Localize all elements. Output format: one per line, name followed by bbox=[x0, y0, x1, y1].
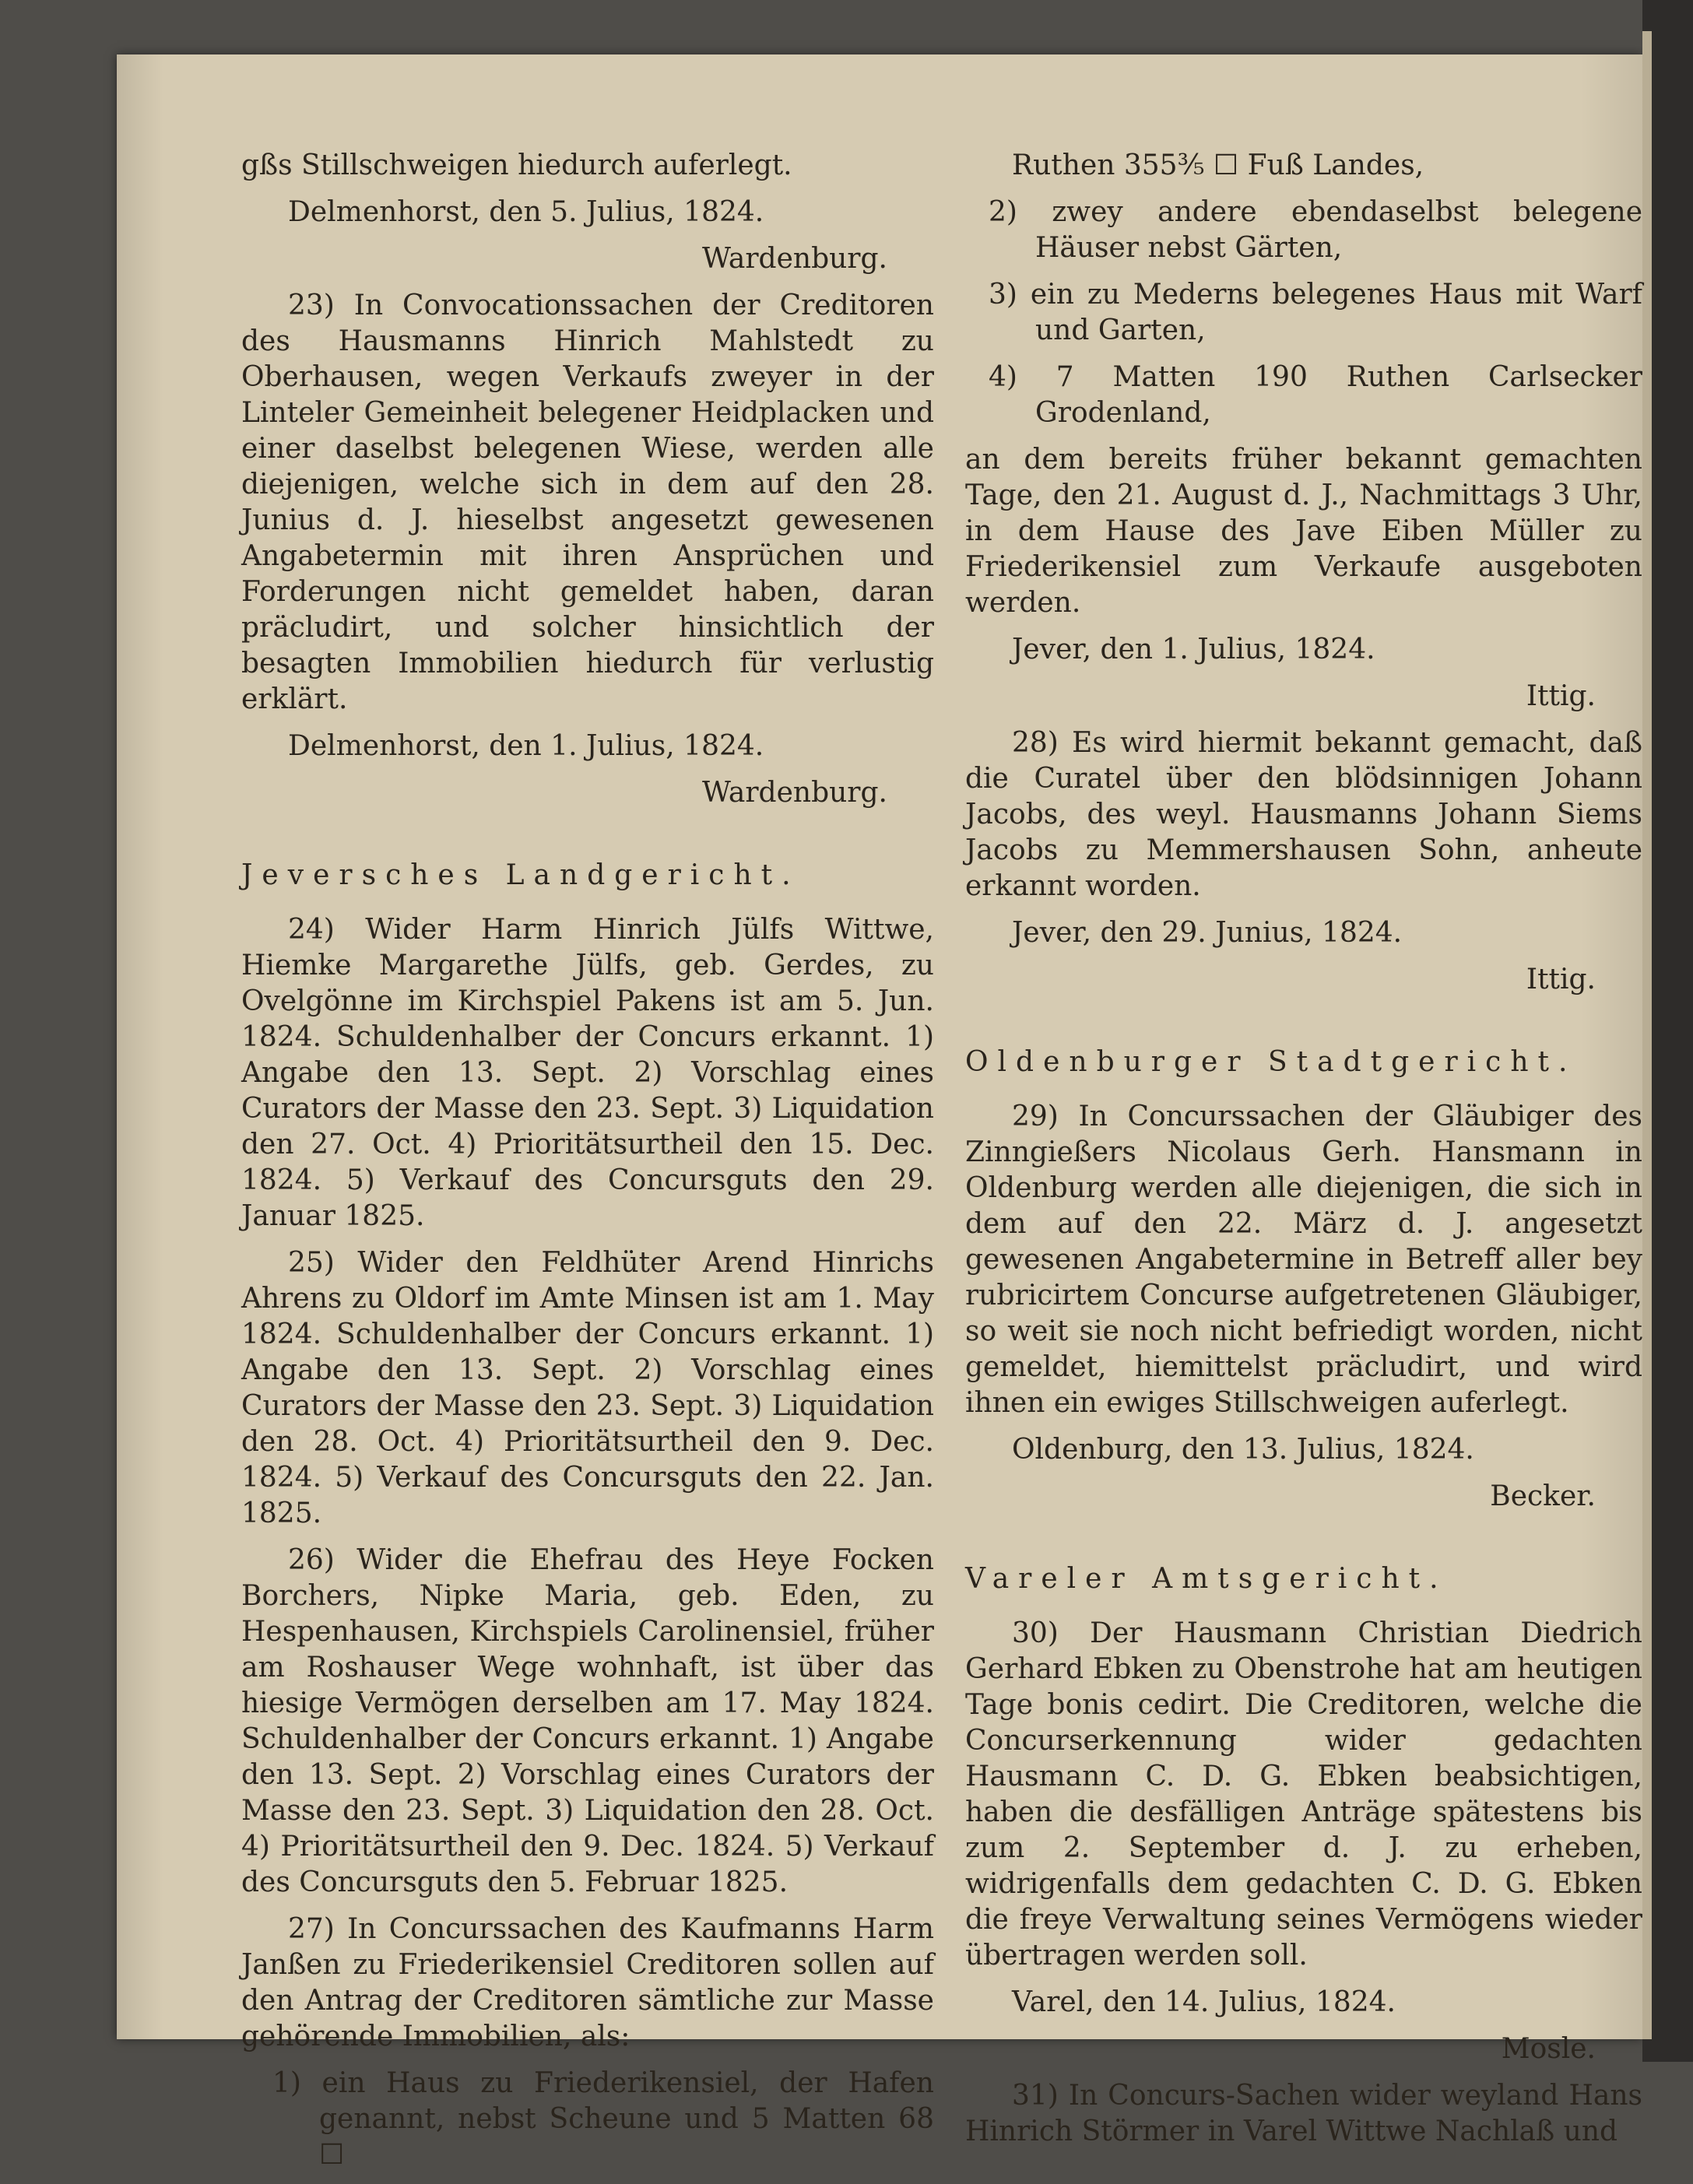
signature: Becker. bbox=[1490, 1480, 1596, 1512]
dateline: Varel, den 14. Julius, 1824. bbox=[1012, 1986, 1396, 2018]
right-column bbox=[965, 148, 1642, 2161]
signature: Wardenburg. bbox=[701, 243, 887, 275]
dateline: Delmenhorst, den 5. Julius, 1824. bbox=[288, 196, 764, 228]
notice-27-continued: an dem bereits früher bekannt gemachten Tage, den 21. August d. J., Nachmittags 3 Uhr, in dem Hause des Jave Eiben Müller zu Friederikensiel zum Verkaufe ausgeboten werden. bbox=[965, 444, 1642, 619]
signature: Wardenburg. bbox=[701, 777, 887, 809]
notice-28: 28) Es wird hiermit bekannt gemacht, daß die Curatel über den blödsinnigen Johann Jacobs, des weyl. Hausmanns Johann Siems Jacobs zu Memmershausen Sohn, anheute erkannt worden. bbox=[965, 727, 1642, 902]
signature: Ittig. bbox=[1526, 680, 1596, 712]
list-item: 2) zwey andere ebendaselbst belegene Häuser nebst Gärten, bbox=[989, 196, 1642, 264]
list-item: 1) ein Haus zu Friederikensiel, der Hafen genannt, nebst Scheune und 5 Matten 68 ☐ bbox=[272, 2067, 934, 2171]
notice-31: 31) In Concurs-Sachen wider weyland Hans Hinrich Störmer in Varel Wittwe Nachlaß und bbox=[965, 2080, 1642, 2147]
paragraph-continued: gßs Stillschweigen hiedurch auferlegt. bbox=[241, 149, 792, 181]
notice-24: 24) Wider Harm Hinrich Jülfs Wittwe, Hiemke Margarethe Jülfs, geb. Gerdes, zu Ovelgönne im Kirchspiel Pakens ist am 5. Jun. 1824. Schuldenhalber der Concurs erkannt. 1) Angabe den 13. Sept. 2) Vorschlag eines Curators der Masse den 23. Sept. 3) Liquidation den 27. Oct. 4) Prioritätsurtheil den 15. Dec. 1824. 5) Verkauf des Concursguts den 29. Januar 1825. bbox=[241, 914, 934, 1232]
notice-23: 23) In Convocationssachen der Creditoren des Hausmanns Hinrich Mahlstedt zu Oberhausen, wegen Verkaufs zweyer in der Linteler Gemeinheit belegener Heidplacken und einer daselbst belegenen Wiese, werden alle diejenigen, welche sich in dem auf den 28. Junius d. J. hieselbst angesetzt gewesenen Angabetermin mit ihren Ansprüchen und Forderungen nicht gemeldet haben, daran präcludirt, und solcher hinsichtlich der besagten Immobilien hiedurch für verlustig erklärt. bbox=[241, 290, 934, 715]
dateline: Jever, den 29. Junius, 1824. bbox=[1012, 917, 1403, 949]
section-heading-oldenburg: Oldenburger Stadtgericht. bbox=[965, 1046, 1577, 1078]
notice-29: 29) In Concurssachen der Gläubiger des Zinngießers Nicolaus Gerh. Hansmann in Oldenburg werden alle diejenigen, die sich in dem auf den 22. März d. J. angesetzt gewesenen Angabetermine in Betreff aller bey rubricirtem Concurse aufgetretenen Gläubiger, so weit sie noch nicht befriedigt worden, nicht gemeldet, hiemittelst präcludirt, und wird ihnen ein ewiges Stillschweigen auferlegt. bbox=[965, 1101, 1642, 1419]
list-item-continued: Ruthen 355⅗ ☐ Fuß Landes, bbox=[1012, 149, 1424, 181]
left-column bbox=[241, 148, 934, 2184]
dateline: Delmenhorst, den 1. Julius, 1824. bbox=[288, 730, 764, 762]
section-heading-jever: Jeversches Landgericht. bbox=[241, 859, 800, 891]
signature: Ittig. bbox=[1526, 964, 1596, 995]
dateline: Oldenburg, den 13. Julius, 1824. bbox=[1012, 1434, 1474, 1466]
next-page-edge bbox=[1642, 31, 1652, 2039]
notice-30: 30) Der Hausmann Christian Diedrich Gerhard Ebken zu Obenstrohe hat am heutigen Tage bonis cedirt. Die Creditoren, welche die Concurserkennung wider gedachten Hausmann C. D. G. Ebken beabsichtigen, haben die desfälligen Anträge spätestens bis zum 2. September d. J. zu erheben, widrigenfalls dem gedachten C. D. G. Ebken die freye Verwaltung seines Vermögens wieder übertragen werden soll. bbox=[965, 1617, 1642, 1972]
notice-25: 25) Wider den Feldhüter Arend Hinrichs Ahrens zu Oldorf im Amte Minsen ist am 1. May 1824. Schuldenhalber der Concurs erkannt. 1) Angabe den 13. Sept. 2) Vorschlag eines Curators der Masse den 23. Sept. 3) Liquidation den 28. Oct. 4) Prioritätsurtheil den 9. Dec. 1824. 5) Verkauf des Concursguts den 22. Jan. 1825. bbox=[241, 1247, 934, 1529]
dateline: Jever, den 1. Julius, 1824. bbox=[1012, 634, 1375, 665]
notice-26: 26) Wider die Ehefrau des Heye Focken Borchers, Nipke Maria, geb. Eden, zu Hespenhausen, Kirchspiels Carolinensiel, früher am Roshauser Wege wohnhaft, ist über das hiesige Vermögen derselben am 17. May 1824. Schuldenhalber der Concurs erkannt. 1) Angabe den 13. Sept. 2) Vorschlag eines Curators der Masse den 23. Sept. 3) Liquidation den 28. Oct. 4) Prioritätsurtheil den 9. Dec. 1824. 5) Verkauf des Concursguts den 5. Februar 1825. bbox=[241, 1544, 934, 1898]
signature: Mosle. bbox=[1501, 2033, 1596, 2065]
notice-27: 27) In Concurssachen des Kaufmanns Harm Janßen zu Friederikensiel Creditoren sollen auf den Antrag der Creditoren sämtliche zur Masse gehörende Immobilien, als: bbox=[241, 1913, 934, 2052]
list-item: 4) 7 Matten 190 Ruthen Carlsecker Grodenland, bbox=[989, 361, 1642, 429]
list-item: 3) ein zu Mederns belegenes Haus mit Warf und Garten, bbox=[989, 279, 1642, 346]
binding-edge bbox=[1642, 0, 1693, 2062]
section-heading-varel: Vareler Amtsgericht. bbox=[965, 1563, 1448, 1595]
